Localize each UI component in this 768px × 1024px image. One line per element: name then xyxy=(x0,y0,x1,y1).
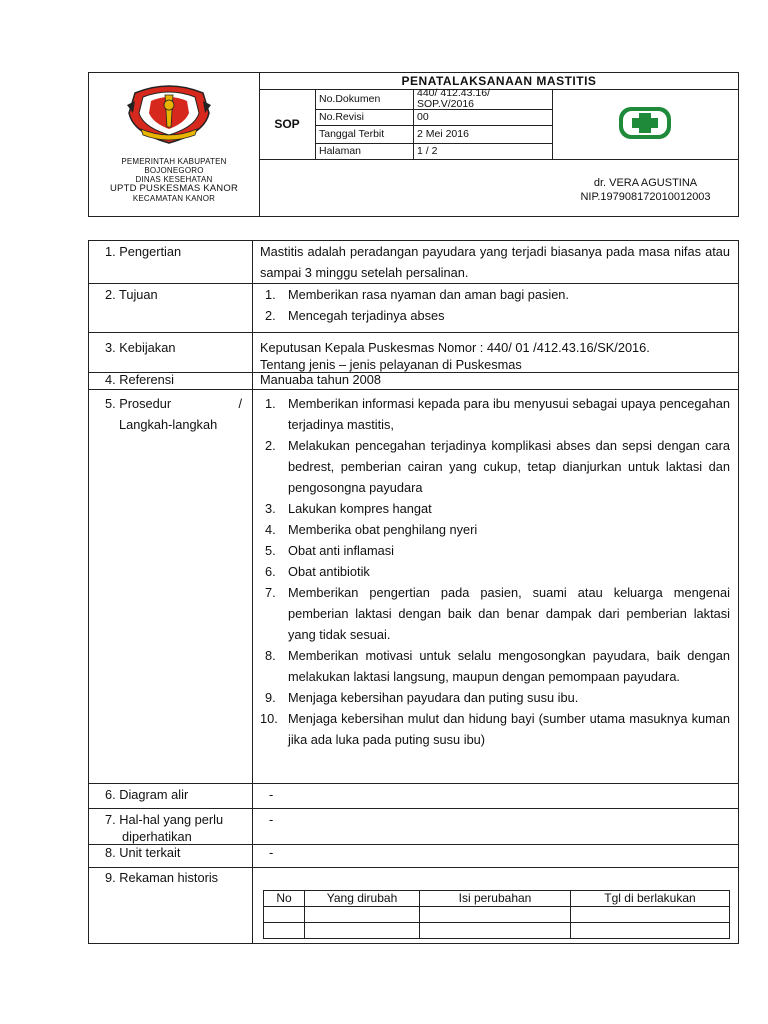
header-divider xyxy=(552,89,553,159)
prosedur-cell xyxy=(253,390,739,784)
institution-line: KECAMATAN KANOR xyxy=(132,194,216,203)
institution-line: DINAS KESEHATAN xyxy=(135,175,213,184)
column-header: Yang dirubah xyxy=(305,891,420,907)
step-number: 9. xyxy=(265,690,276,705)
pengertian-text: Mastitis adalah peradangan payudara yang terjadi biasanya pada masa nifas atau sampai 3 minggu setelah persalinan. xyxy=(253,241,739,284)
row-label xyxy=(89,373,253,390)
regency-seal-logo xyxy=(121,83,217,145)
history-cell xyxy=(571,923,730,939)
row-pengertian xyxy=(89,241,739,284)
document-header xyxy=(88,72,739,217)
hal-label-line: diperhatikan xyxy=(122,829,192,844)
column-header: Tgl di berlakukan xyxy=(571,891,730,907)
step-text: Memberikan informasi kepada para ibu menyusui sebagai upaya pencegahan terjadinya mastitis, xyxy=(288,396,730,432)
step-item xyxy=(260,540,730,561)
kebijakan-cell xyxy=(253,333,739,373)
document-title: PENATALAKSANAAN MASTITIS xyxy=(401,74,597,88)
row-label xyxy=(89,241,253,284)
step-number: 5. xyxy=(265,543,276,558)
step-number: 3. xyxy=(265,501,276,516)
history-cell xyxy=(305,907,420,923)
row-label xyxy=(89,868,253,944)
item-number: 1. xyxy=(265,287,276,302)
sop-content-table xyxy=(88,240,739,944)
referensi-text: Manuaba tahun 2008 xyxy=(253,373,739,390)
history-row xyxy=(264,907,730,923)
tujuan-list xyxy=(260,284,730,326)
hal-label-line: 7. Hal-hal yang perlu xyxy=(105,812,224,827)
issue-date-label: Tanggal Terbit xyxy=(319,128,385,140)
step-text: Menjaga kebersihan mulut dan hidung bayi (sumber utama masuknya kuman jika ada luka pada puting susu ibu) xyxy=(288,711,730,747)
rekaman-label: 9. Rekaman historis xyxy=(105,870,219,885)
prosedur-slash: / xyxy=(238,396,242,411)
history-cell xyxy=(264,923,305,939)
step-number: 1. xyxy=(265,396,276,411)
column-header: No xyxy=(264,891,305,907)
list-item xyxy=(260,284,730,305)
history-cell xyxy=(264,907,305,923)
row-referensi xyxy=(89,373,739,390)
issue-date-value: 2 Mei 2016 xyxy=(417,128,469,140)
green-cross-logo xyxy=(617,103,673,143)
unit-label: 8. Unit terkait xyxy=(105,845,181,860)
history-cell xyxy=(305,923,420,939)
revision-label: No.Revisi xyxy=(319,111,364,123)
referensi-label: 4. Referensi xyxy=(105,372,174,387)
rekaman-cell xyxy=(253,868,739,944)
diagram-value: - xyxy=(253,784,739,809)
step-number: 7. xyxy=(265,585,276,600)
hal-value: - xyxy=(253,809,739,845)
prosedur-label-line: Langkah-langkah xyxy=(119,417,218,432)
prosedur-label-line: 5. Prosedur xyxy=(105,396,172,411)
history-cell xyxy=(420,907,571,923)
step-item xyxy=(260,708,730,750)
list-item xyxy=(260,305,730,326)
row-diagram xyxy=(89,784,739,809)
step-item xyxy=(260,498,730,519)
prosedur-steps xyxy=(260,393,730,750)
row-hal xyxy=(89,809,739,845)
tujuan-label: 2. Tujuan xyxy=(105,287,158,302)
step-item xyxy=(260,435,730,498)
step-text: Memberikan motivasi untuk selalu mengosongkan payudara, baik dengan melakukan laktasi langsung, maupun dengan pemompaan payudara. xyxy=(288,648,730,684)
kebijakan-label: 3. Kebijakan xyxy=(105,340,176,355)
step-item xyxy=(260,687,730,708)
unit-value: - xyxy=(253,845,739,868)
row-unit xyxy=(89,845,739,868)
step-item xyxy=(260,582,730,645)
prosedur-label xyxy=(105,393,252,414)
kebijakan-line: Keputusan Kepala Puskesmas Nomor : 440/ 01 /412.43.16/SK/2016. xyxy=(260,340,650,355)
row-tujuan xyxy=(89,284,739,333)
step-text: Lakukan kompres hangat xyxy=(288,501,432,516)
step-number: 4. xyxy=(265,522,276,537)
row-kebijakan xyxy=(89,333,739,373)
column-header: Isi perubahan xyxy=(420,891,571,907)
row-label xyxy=(89,784,253,809)
header-divider xyxy=(259,159,738,160)
step-number: 6. xyxy=(265,564,276,579)
institution-line: PEMERINTAH KABUPATEN xyxy=(121,157,227,166)
kebijakan-line: Tentang jenis – jenis pelayanan di Puskesmas xyxy=(260,357,522,372)
step-number: 10. xyxy=(260,711,278,726)
step-item xyxy=(260,645,730,687)
row-label xyxy=(89,333,253,373)
row-label xyxy=(89,845,253,868)
step-text: Obat antibiotik xyxy=(288,564,370,579)
institution-line: UPTD PUSKESMAS KANOR xyxy=(109,183,239,194)
revision-value: 00 xyxy=(417,111,429,123)
history-cell xyxy=(420,923,571,939)
item-text: Memberikan rasa nyaman dan aman bagi pasien. xyxy=(288,287,569,302)
step-number: 2. xyxy=(265,438,276,453)
pengertian-label: 1. Pengertian xyxy=(105,244,182,259)
header-divider xyxy=(315,125,552,126)
diagram-label: 6. Diagram alir xyxy=(105,787,189,802)
step-text: Memberikan pengertian pada pasien, suami atau keluarga mengenai pemberian laktasi dengan baik dan benar dampak dari pemberian laktasi yang tidak sesuai. xyxy=(288,585,730,642)
item-text: Mencegah terjadinya abses xyxy=(288,308,445,323)
step-text: Menjaga kebersihan payudara dan puting susu ibu. xyxy=(288,690,579,705)
history-table xyxy=(263,890,730,939)
row-label xyxy=(89,284,253,333)
signatory-name: dr. VERA AGUSTINA xyxy=(593,177,698,189)
sop-label: SOP xyxy=(274,117,300,131)
history-row xyxy=(264,923,730,939)
institution-name xyxy=(89,157,259,203)
history-header-row xyxy=(264,891,730,907)
row-label xyxy=(89,809,253,845)
history-cell xyxy=(571,907,730,923)
header-divider xyxy=(315,89,316,159)
step-text: Obat anti inflamasi xyxy=(288,543,394,558)
step-number: 8. xyxy=(265,648,276,663)
tujuan-cell xyxy=(253,284,739,333)
row-rekaman xyxy=(89,868,739,944)
institution-line: BOJONEGORO xyxy=(144,166,204,175)
step-text: Melakukan pencegahan terjadinya komplikasi abses dan sepsi dengan cara bedrest, pemberian cairan yang cukup, tetap dianjurkan untuk laktasi dan pengosongna payudara xyxy=(288,438,730,495)
signatory-nip: NIP.197908172010012003 xyxy=(580,191,711,203)
step-item xyxy=(260,393,730,435)
step-text: Memberika obat penghilang nyeri xyxy=(288,522,478,537)
page-label: Halaman xyxy=(319,145,362,157)
doc-number-label: No.Dokumen xyxy=(319,93,381,105)
step-item xyxy=(260,519,730,540)
page-value: 1 / 2 xyxy=(417,145,438,157)
header-divider xyxy=(413,89,414,159)
row-prosedur xyxy=(89,390,739,784)
item-number: 2. xyxy=(265,308,276,323)
step-item xyxy=(260,561,730,582)
header-divider xyxy=(315,143,552,144)
row-label xyxy=(89,390,253,784)
doc-number-value: 440/ 412.43.16/ SOP.V/2016 xyxy=(417,87,490,110)
